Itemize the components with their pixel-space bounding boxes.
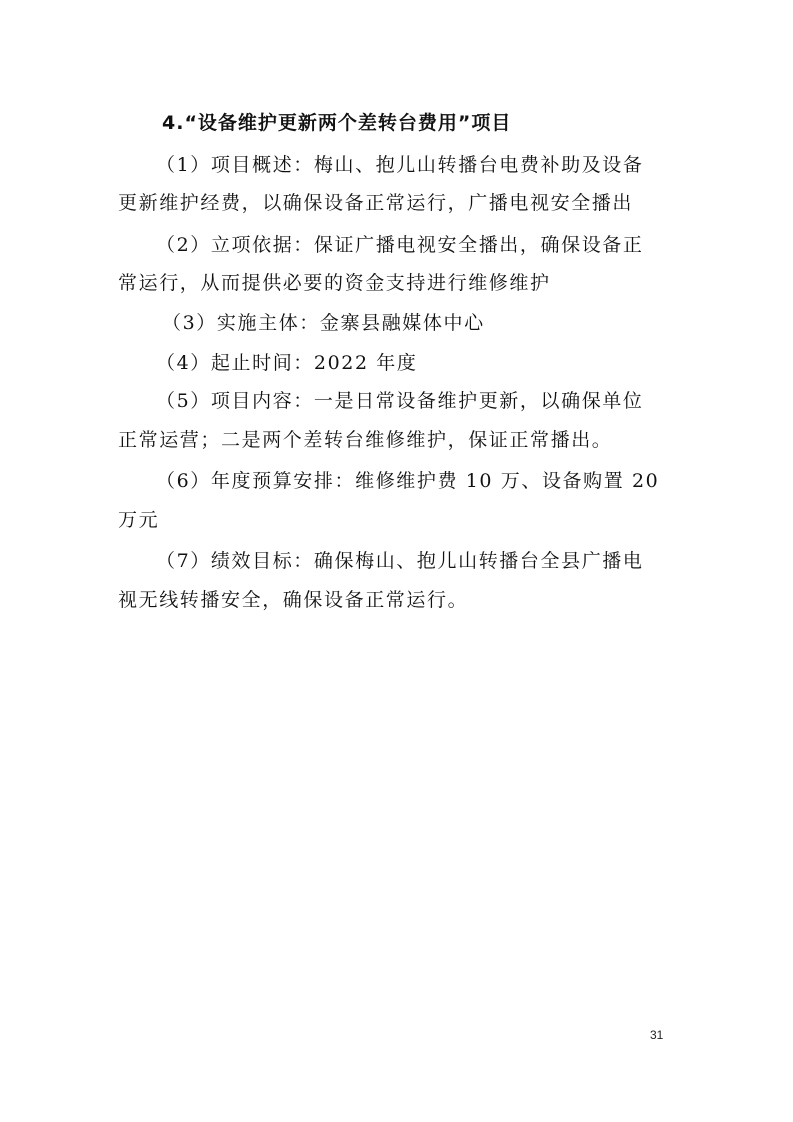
section-heading: 4.“设备维护更新两个差转台费用”项目 [162, 112, 512, 134]
paragraph-line: 视无线转播安全，确保设备正常运行。 [118, 589, 469, 611]
paragraph-line: 常运行，从而提供必要的资金支持进行维修维护 [118, 272, 551, 294]
paragraph-line: 更新维护经费，以确保设备正常运行，广播电视安全播出 [118, 192, 634, 214]
paragraph-line: 正常运营；二是两个差转台维修维护，保证正常播出。 [118, 429, 613, 451]
page-number: 31 [650, 1028, 664, 1042]
paragraph-line: （4）起止时间：2022 年度 [156, 352, 418, 374]
paragraph-line: （2）立项依据：保证广播电视安全播出，确保设备正 [156, 234, 644, 256]
paragraph-line: （1）项目概述：梅山、抱儿山转播台电费补助及设备 [156, 154, 644, 176]
paragraph-line: 万元 [118, 509, 160, 531]
paragraph-line: （7）绩效目标：确保梅山、抱儿山转播台全县广播电 [156, 550, 644, 572]
paragraph-line: （5）项目内容：一是日常设备维护更新，以确保单位 [156, 390, 644, 412]
paragraph-line: （6）年度预算安排：维修维护费 10 万、设备购置 20 [156, 470, 660, 492]
paragraph-line: （3）实施主体：金寨县融媒体中心 [162, 312, 485, 334]
